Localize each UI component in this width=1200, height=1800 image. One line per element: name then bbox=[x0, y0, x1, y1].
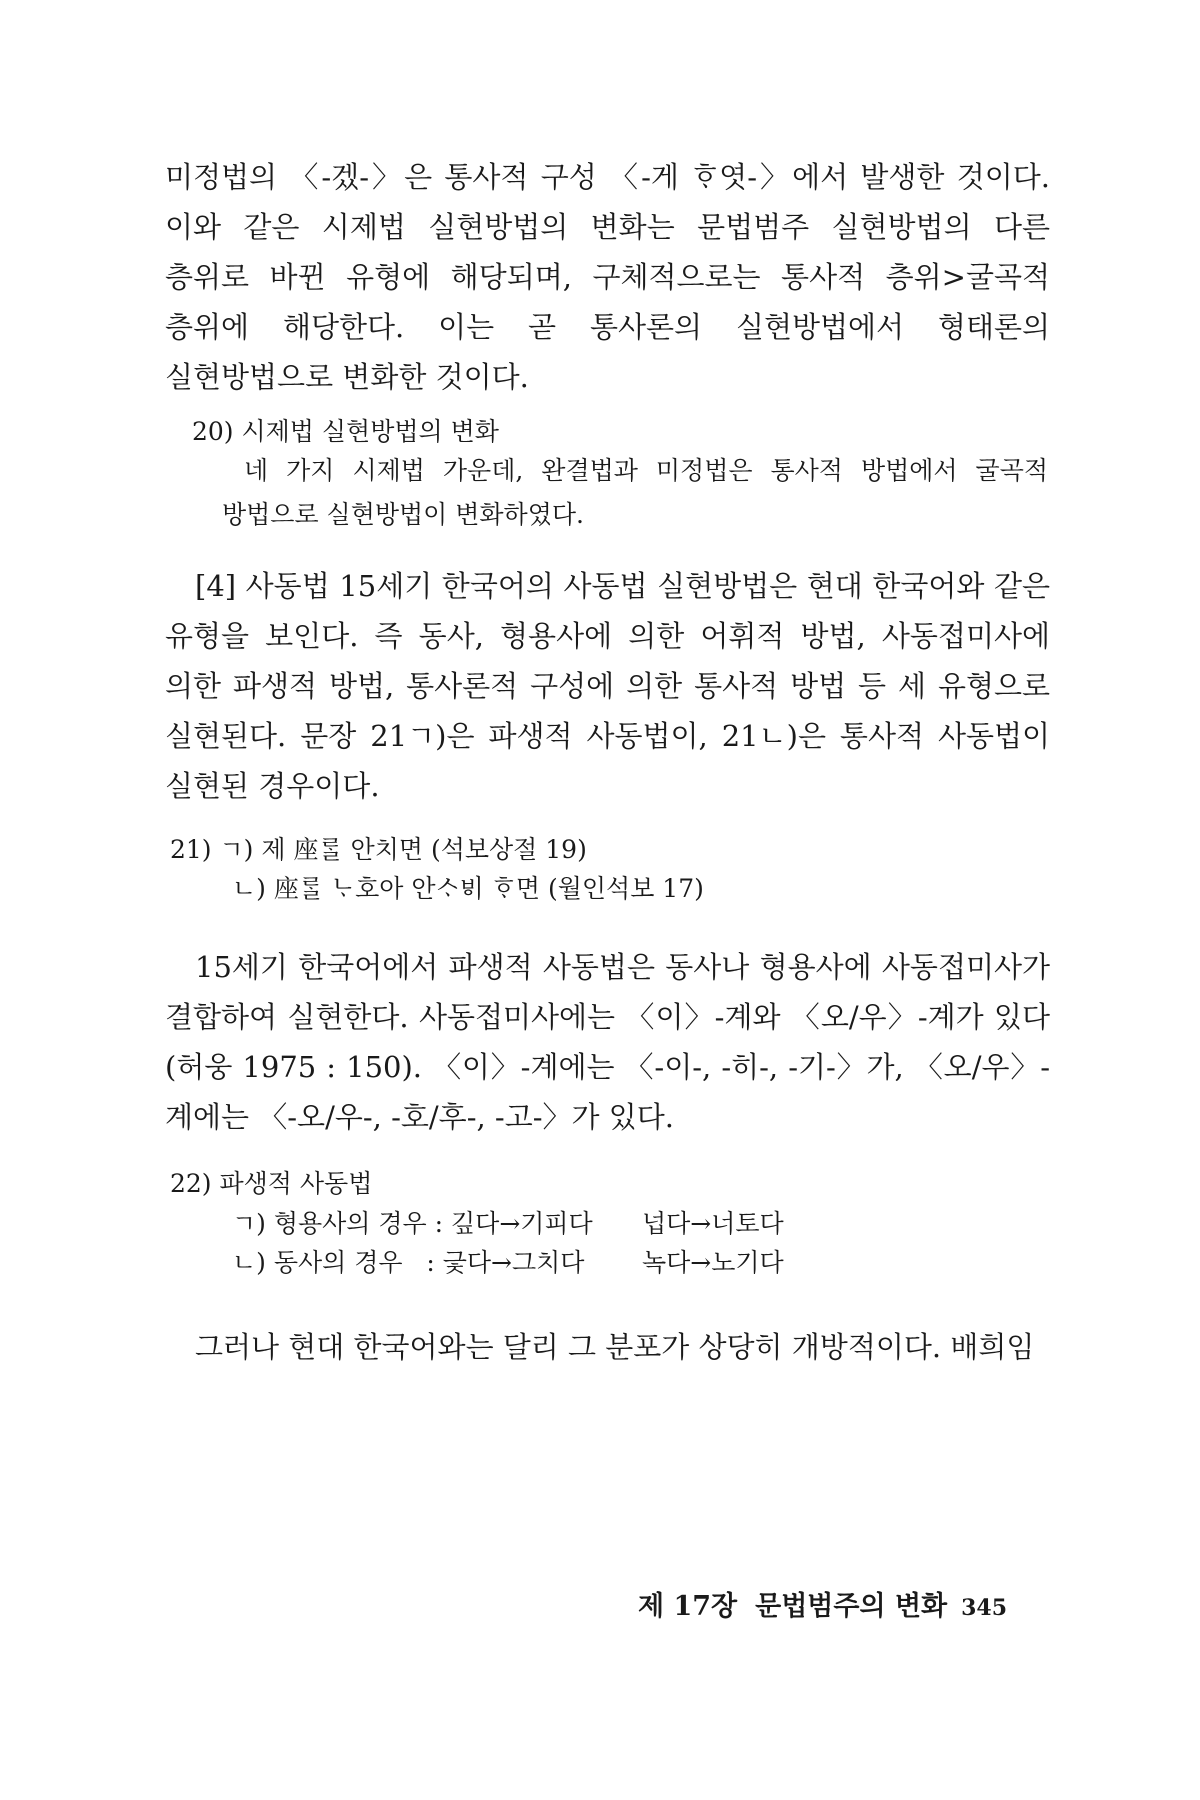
example-22-b-tail: 녹다→노기다 bbox=[642, 1248, 784, 1277]
paragraph-derivational-causative: 15세기 한국어에서 파생적 사동법은 동사나 형용사에 사동접미사가 결합하여 실현한다. 사동접미사에는 〈이〉-계와 〈오/우〉-계가 있다(허웅 1975 : 150). 〈이〉-계에는 〈-이-, -히-, -기-〉가, 〈오/우〉-계에는 〈-오/우-, -호/후-, -고-〉가 있다. bbox=[165, 950, 1050, 1134]
footer-chapter: 제 17장 bbox=[638, 1591, 738, 1622]
example-22-b-head: ㄴ) 동사의 경우 : 긏다→그치다 bbox=[232, 1248, 585, 1277]
paragraph-tense-change: 미정법의 〈-겠-〉은 통사적 구성 〈-게 ᄒᆞ엿-〉에서 발생한 것이다. 이와 같은 시제법 실현방법의 변화는 문법범주 실현방법의 다른 층위로 바뀐 유형에 해당되며, 구체적으로는 통사적 층위>굴곡적 층위에 해당한다. 이는 곧 통사론의 실현방법에서 형태론의 실현방법으로 변화한 것이다. bbox=[165, 160, 1050, 394]
block-20-body: 네 가지 시제법 가운데, 완결법과 미정법은 통사적 방법에서 굴곡적 방법으로 실현방법이 변화하였다. bbox=[222, 456, 1048, 529]
example-22-a-tail: 넙다→너토다 bbox=[642, 1209, 784, 1238]
page-footer bbox=[638, 1584, 1007, 1623]
block-20-label: 20) 시제법 실현방법의 변화 bbox=[192, 417, 499, 446]
page-number: 345 bbox=[961, 1595, 1008, 1621]
paragraph-distribution: 그러나 현대 한국어와는 달리 그 분포가 상당히 개방적이다. 배희임 bbox=[195, 1330, 1035, 1364]
example-22-a-head: ㄱ) 형용사의 경우 : 깊다→기피다 bbox=[232, 1209, 593, 1238]
example-22-b bbox=[232, 1241, 784, 1285]
footer-title: 문법범주의 변화 bbox=[755, 1591, 948, 1622]
paragraph-causative: [4] 사동법 15세기 한국어의 사동법 실현방법은 현대 한국어와 같은 유형을 보인다. 즉 동사, 형용사에 의한 어휘적 방법, 사동접미사에 의한 파생적 방법, 통사론적 구성에 의한 통사적 방법 등 세 유형으로 실현된다. 문장 21ㄱ)은 파생적 사동법이, 21ㄴ)은 통사적 사동법이 실현된 경우이다. bbox=[165, 569, 1050, 803]
example-22-label: 22) 파생적 사동법 bbox=[170, 1169, 373, 1198]
example-22-a bbox=[232, 1202, 784, 1246]
example-21-a: 21) ㄱ) 제 座ᄅᆞᆯ 안치면 (석보상절 19) bbox=[170, 835, 587, 864]
example-21-b: ㄴ) 座ᄅᆞᆯ ᄂᆞ호아 안ᄉᆞᄫᅵ ᄒᆞ면 (월인석보 17) bbox=[232, 874, 704, 903]
